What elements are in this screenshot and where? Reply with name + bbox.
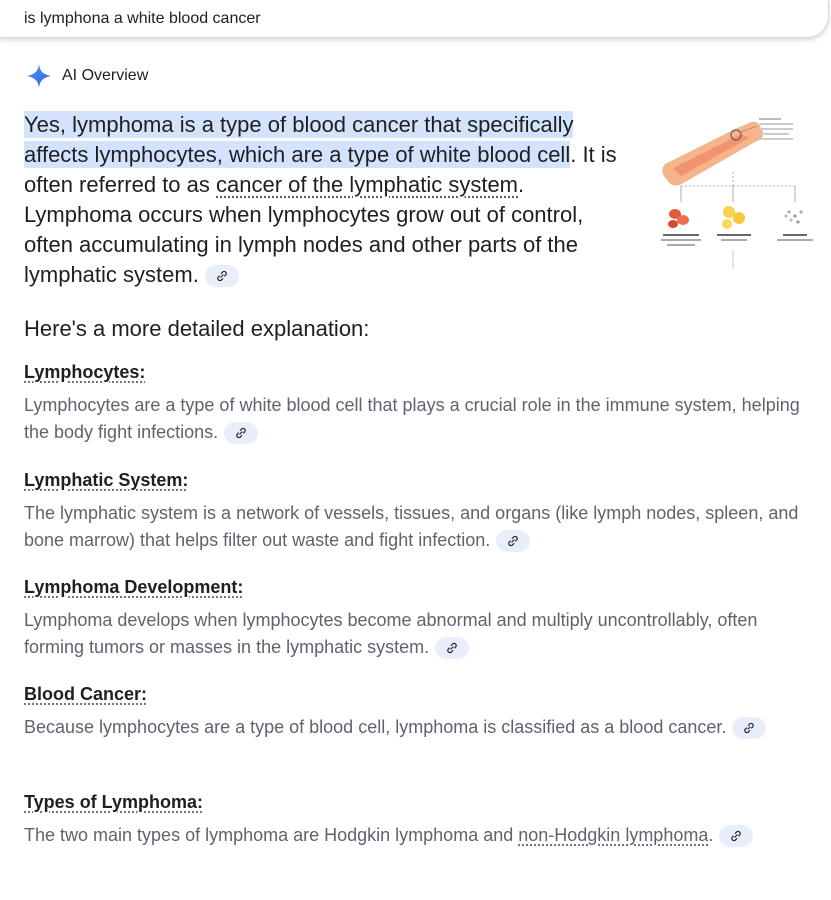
item-body	[24, 500, 814, 554]
ai-overview-title: AI Overview	[62, 67, 149, 84]
source-link-button[interactable]	[732, 717, 766, 739]
item-body	[24, 392, 814, 446]
list-item	[24, 362, 814, 446]
link-icon	[446, 642, 458, 654]
item-body-text: Lymphoma develops when lymphocytes become abnormal and multiply uncontrollably, often forming tumors or masses in the lymphatic system.	[24, 610, 758, 657]
item-title[interactable]: Lymphocytes:	[24, 362, 146, 382]
item-title[interactable]: Lymphatic System:	[24, 470, 189, 490]
link-icon	[507, 535, 519, 547]
item-body-text: The lymphatic system is a network of vessels, tissues, and organs (like lymph nodes, spleen, and bone marrow) that helps filter out waste and fight infection.	[24, 503, 799, 550]
item-body-text-end: .	[708, 825, 714, 845]
summary-text: . It is often referred to as	[24, 142, 617, 197]
source-link-button[interactable]	[496, 530, 530, 552]
summary-text-rest: . Lymphoma occurs when lymphocytes grow out of control, often accumulating in lymph nodes and other parts of the lymphatic system.	[24, 172, 584, 287]
item-title[interactable]: Blood Cancer:	[24, 684, 148, 704]
source-link-button[interactable]	[224, 422, 258, 444]
link-icon	[743, 722, 755, 734]
item-body	[24, 822, 814, 849]
ai-overview-summary	[24, 110, 624, 290]
detail-lead: Here's a more detailed explanation:	[24, 316, 370, 341]
lymphatic-system-term[interactable]: cancer of the lymphatic system	[216, 172, 519, 197]
highlighted-answer: Yes, lymphoma is a type of blood cancer that specifically affects lymphocytes, which are a type of white blood cell	[24, 112, 574, 167]
list-item	[24, 792, 814, 849]
sparkle-icon	[26, 63, 52, 89]
ai-overview-header	[26, 62, 148, 90]
source-link-button[interactable]	[719, 825, 753, 847]
source-link-button[interactable]	[205, 265, 239, 287]
blood-cells-diagram	[645, 104, 817, 274]
link-icon	[235, 427, 247, 439]
list-item	[24, 470, 814, 554]
non-hodgkin-term[interactable]: non-Hodgkin lymphoma	[518, 825, 709, 845]
list-item	[24, 577, 814, 661]
link-icon	[730, 830, 742, 842]
item-title[interactable]: Types of Lymphoma:	[24, 792, 204, 812]
item-body	[24, 607, 814, 661]
list-item	[24, 684, 814, 741]
search-input[interactable]	[24, 8, 784, 30]
item-body	[24, 714, 814, 741]
link-icon	[216, 270, 228, 282]
blood-cells-diagram-thumbnail[interactable]	[645, 104, 817, 274]
item-body-text: The two main types of lymphoma are Hodgkin lymphoma and	[24, 825, 519, 845]
item-body-text: Because lymphocytes are a type of blood cell, lymphoma is classified as a blood cancer.	[24, 717, 727, 737]
search-bar	[0, 0, 829, 38]
item-title[interactable]: Lymphoma Development:	[24, 577, 244, 597]
source-link-button[interactable]	[435, 637, 469, 659]
item-body-text: Lymphocytes are a type of white blood cell that plays a crucial role in the immune system, helping the body fight infections.	[24, 395, 800, 442]
